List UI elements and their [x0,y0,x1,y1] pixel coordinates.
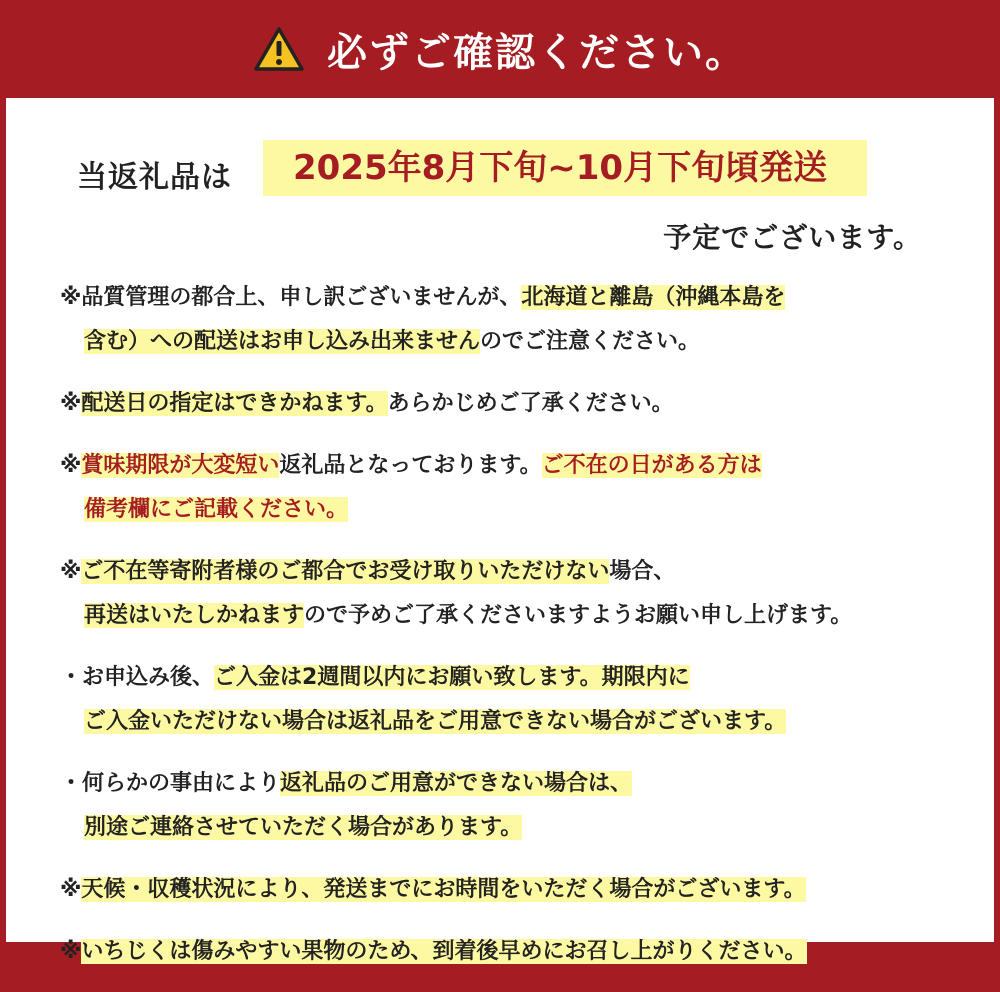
note-text-highlight: 北海道と離島（沖縄本島を [521,285,786,310]
note-text: ・お申込み後、 [60,665,215,690]
notice-panel [6,98,994,964]
note-text-highlight-red: 備考欄にご記載ください。 [84,497,349,522]
warning-triangle-icon [253,26,305,72]
note-text-highlight: ご入金は2週間以内にお願い致します。 [214,665,602,690]
dispatch-row [6,140,994,198]
dispatch-prefix: 当返礼品は [77,160,232,195]
note-text: ので予めご了承くださいますようお願い申し上げます。 [304,603,853,628]
dispatch-period: 2025年8月下旬~10月下旬頃発送 [263,140,867,196]
note-text-highlight: 含む）への配送はお申し込み出来ません [84,329,481,354]
note-line [60,550,960,594]
note-text: 返礼品となっております。 [279,453,542,478]
note-text-highlight: ご入金いただけない場合は返礼品をご用意できない場合がございます。 [84,709,787,734]
note-line [60,382,960,426]
note-item [60,930,960,974]
notes-list [60,276,960,992]
note-text: ※ [60,453,82,478]
note-text-highlight: 返礼品のご用意ができない場合は、 [280,771,633,796]
header-content [253,21,747,78]
note-text: 場合、 [609,559,676,584]
note-item [60,382,960,426]
note-item [60,276,960,364]
note-line [60,930,960,974]
note-text: ※ [60,391,82,416]
note-text: ※ [60,939,82,964]
note-text-highlight: 配送日の指定はできかねます。 [81,391,388,416]
header-title: 必ずご確認ください。 [327,29,747,76]
dispatch-suffix: 予定でございます。 [663,221,922,254]
note-text-highlight: 期限内に [601,665,690,690]
note-item [60,868,960,912]
note-line [60,320,960,364]
note-text-highlight-red: 賞味期限が大変短い [81,453,280,478]
note-text: ※品質管理の都合上、申し訳ございませんが、 [60,285,522,310]
note-text: ※ [60,877,82,902]
note-text-highlight: 別途ご連絡させていただく場合があります。 [84,815,523,840]
note-item [60,656,960,744]
note-line [60,762,960,806]
note-line [60,656,960,700]
note-line [60,488,960,532]
header-banner [0,0,1000,98]
note-line [60,700,960,744]
note-text-highlight: いちじくは傷みやすい果物のため、到着後早めにお召し上がりください。 [81,939,807,964]
note-item [60,550,960,638]
note-text: ・何らかの事由により [60,771,281,796]
note-text: ※ [60,559,82,584]
note-line [60,276,960,320]
note-text-highlight: 天候・収穫状況により、発送までにお時間をいただく場合がございます。 [81,877,806,902]
note-item [60,444,960,532]
note-text: あらかじめご了承ください。 [387,391,674,416]
note-line [60,806,960,850]
note-line [60,594,960,638]
note-line [60,868,960,912]
note-line [60,444,960,488]
note-text-highlight-red: ご不在の日がある方は [541,453,762,478]
note-item [60,762,960,850]
note-text-highlight: 再送はいたしかねます [84,603,305,628]
note-text-highlight: ご不在等寄附者様のご都合でお受け取りいただけない [81,559,610,584]
note-text: のでご注意ください。 [480,329,701,354]
